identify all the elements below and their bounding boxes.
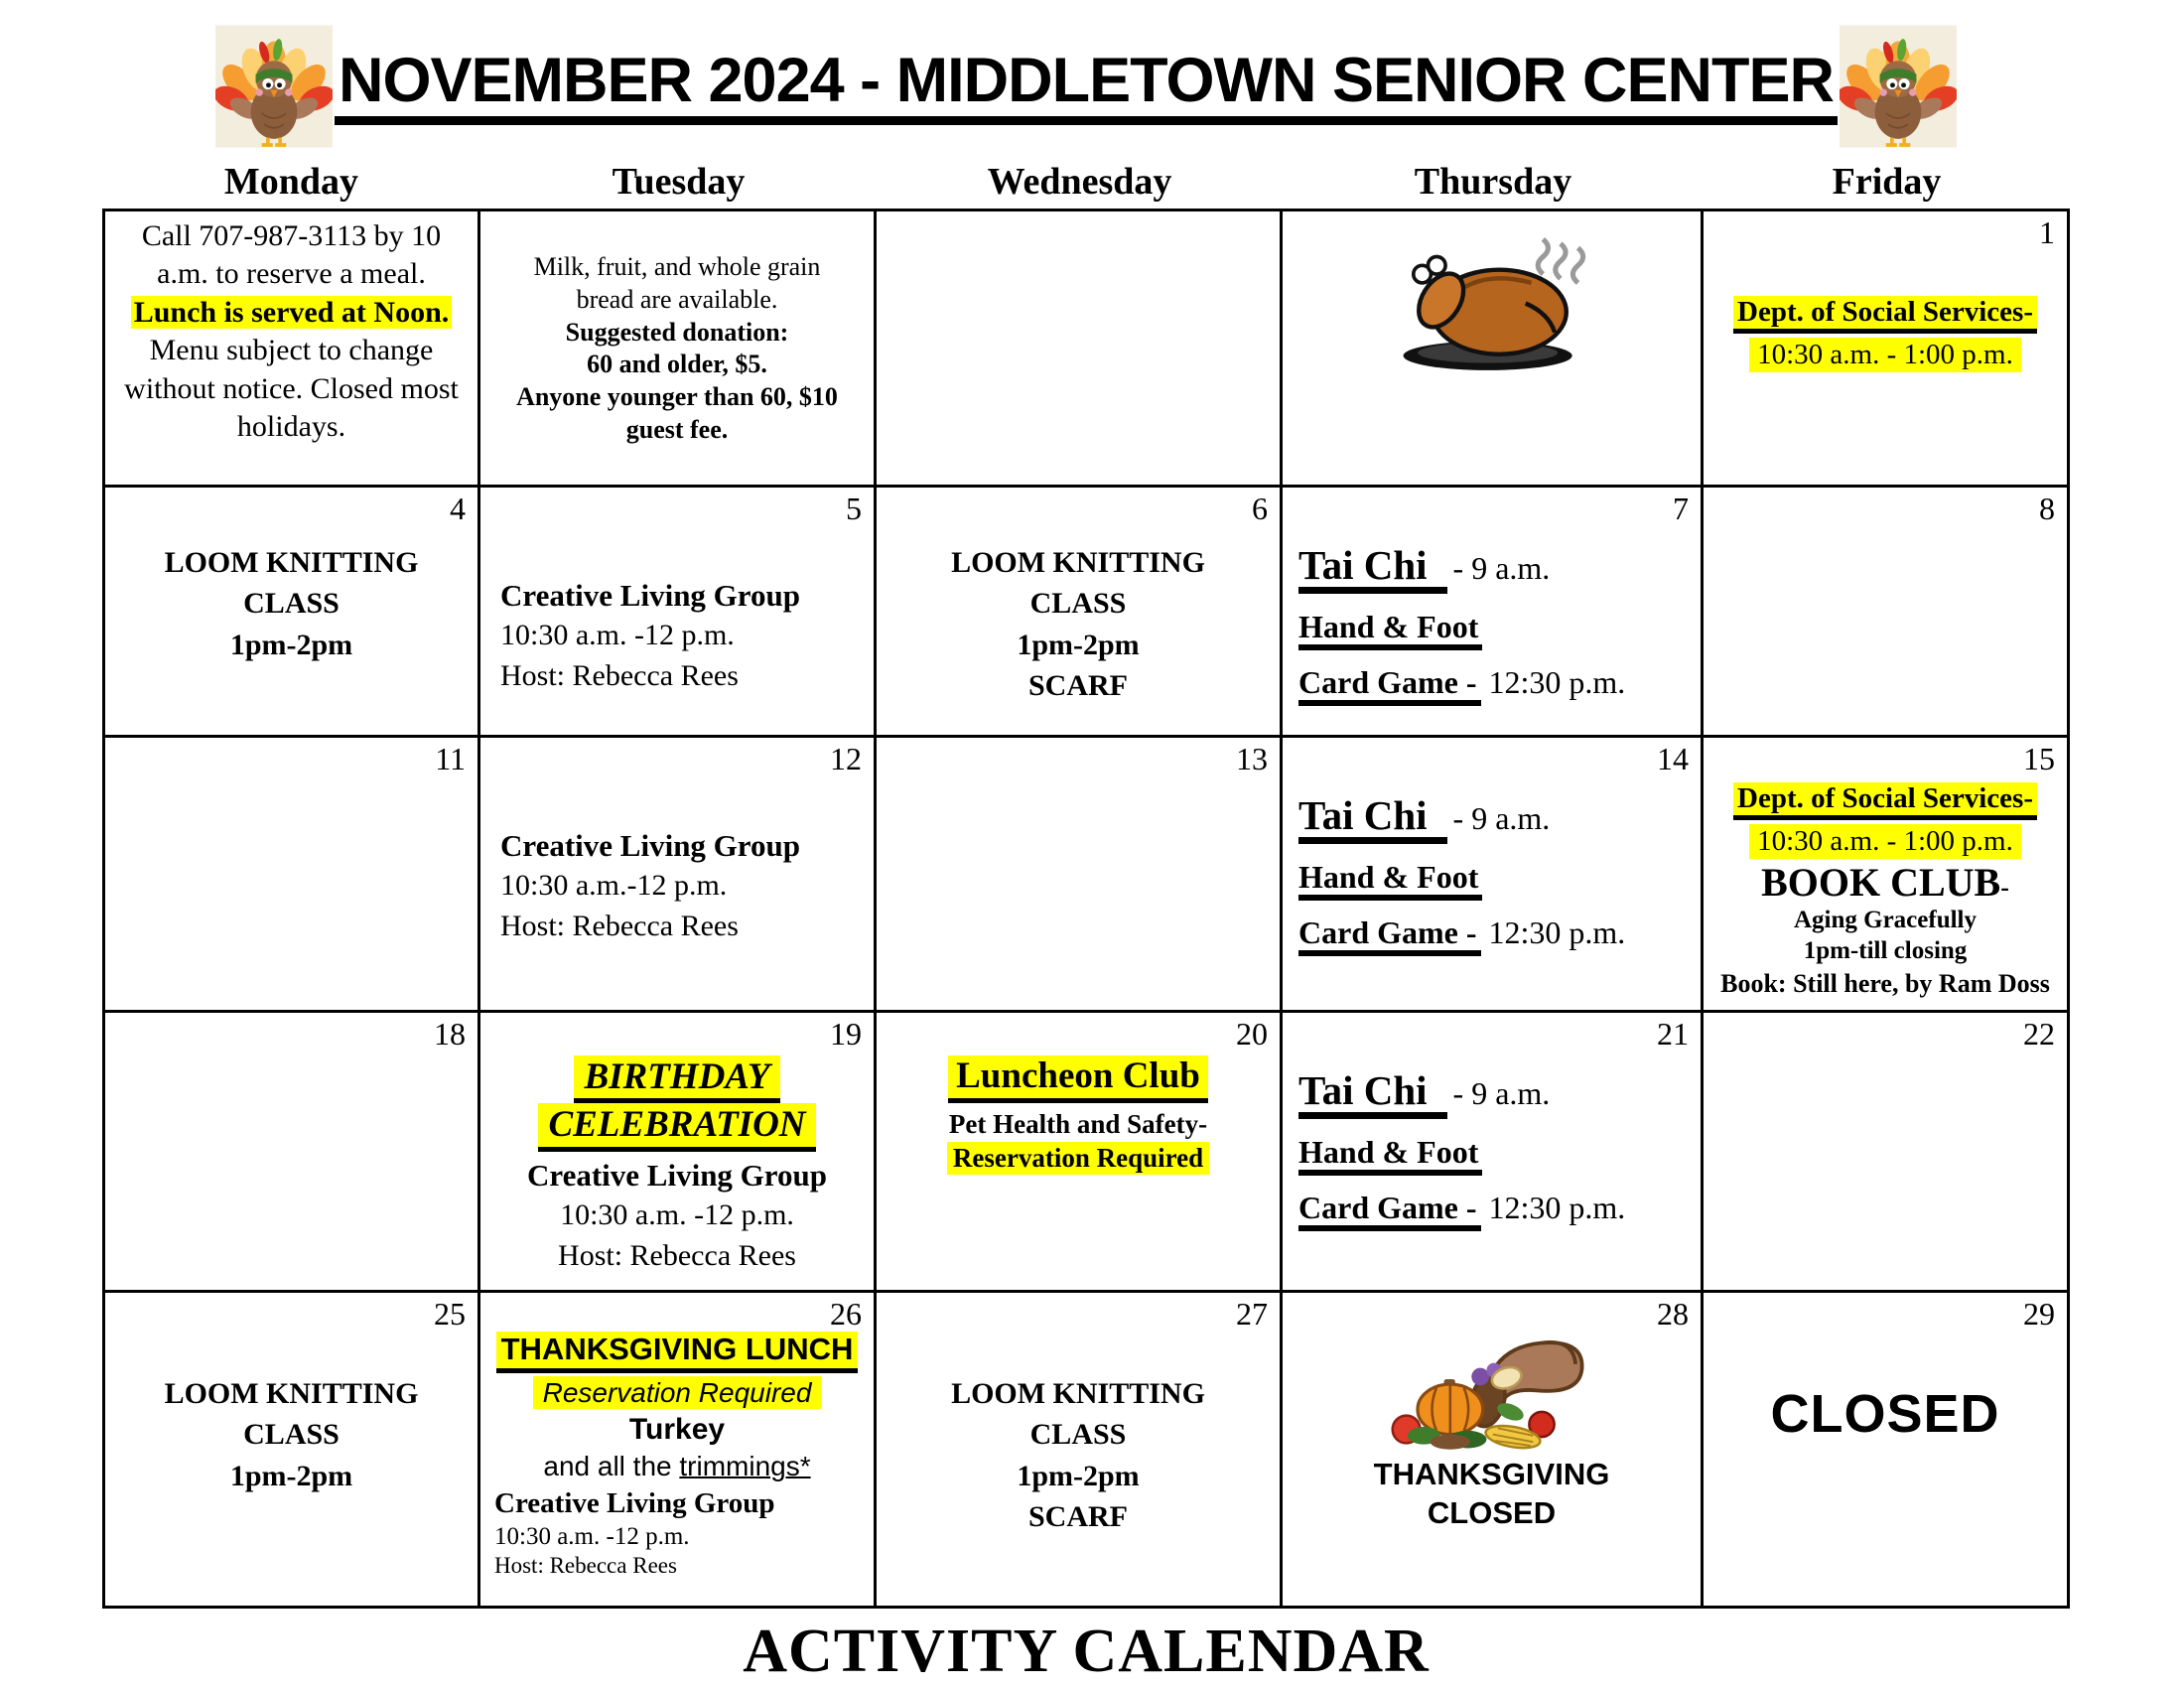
cell-nov-26 [480,1293,877,1606]
turkey-icon [215,25,333,148]
event-title: Hand & Foot [1298,1135,1482,1176]
event-time: 10:30 a.m. -12 p.m. [560,1198,794,1232]
cornucopia-icon [1385,1332,1598,1451]
tai-chi-line [1298,794,1701,844]
title-dash: - [2000,873,2009,903]
creative-living-event [480,576,874,696]
roast-turkey-wrap [1283,211,1701,378]
event-time: 10:30 a.m. - 1:00 p.m. [1749,338,2021,372]
cornucopia-wrap [1283,1332,1701,1533]
book-club-title [1704,861,2067,905]
date-number: 21 [1657,1016,1689,1052]
meal-reservation-note [105,211,478,446]
date-number: 28 [1657,1296,1689,1332]
date-number: 27 [1236,1296,1268,1332]
event-project: SCARF [1027,1500,1128,1534]
card-game-line [1298,914,1701,956]
cell-nov-18 [105,1013,480,1293]
menu-trimmings: trimmings* [679,1450,811,1481]
event-title: Tai Chi [1298,794,1447,844]
cell-nov-25 [105,1293,480,1606]
date-number: 5 [846,491,862,526]
note-menu: Menu subject to change without notice. Closed most holidays. [124,334,459,443]
reservation-note: Reservation Required [533,1376,822,1410]
event-title: Creative Living Group [500,828,800,863]
cell-nov-5 [480,488,877,738]
event-title: THANKSGIVING LUNCH [496,1332,859,1373]
cell-nov-29 [1704,1293,2067,1606]
reservation-note: Reservation Required [947,1142,1209,1176]
calendar-grid [102,209,2070,1609]
banner-line: BIRTHDAY [574,1055,779,1103]
weekday-label-tuesday: Tuesday [612,161,746,203]
cell-nov-19 [480,1013,877,1293]
event-title: Creative Living Group [494,1486,775,1519]
date-number: 25 [434,1296,466,1332]
event-title: Card Game - [1298,1191,1481,1231]
note-donation: Suggested donation: [565,317,789,347]
date-number: 1 [2039,214,2055,250]
date-number: 14 [1657,741,1689,776]
date-number: 18 [434,1016,466,1052]
event-time: - 9 a.m. [1452,550,1551,586]
card-game-line [1298,664,1701,706]
page-title: NOVEMBER 2024 - MIDDLETOWN SENIOR CENTER [335,48,1838,124]
cell-nov-4 [105,488,480,738]
weekday-header-row [102,157,2070,207]
weekday-label-monday: Monday [223,161,359,203]
loom-knitting-event [929,1373,1227,1538]
event-time: 10:30 a.m. -12 p.m. [500,619,735,652]
date-number: 20 [1236,1016,1268,1052]
weekday-label-thursday: Thursday [1414,161,1572,203]
cell-nov-22 [1704,1013,2067,1293]
event-time: 10:30 a.m. -12 p.m. [494,1522,690,1550]
event-title: Creative Living Group [527,1157,827,1193]
menu-item [480,1449,874,1483]
tai-chi-line [1298,544,1701,594]
hand-and-foot-line [1298,610,1701,650]
cell-nov-28 [1283,1293,1704,1606]
event-title: Card Game - [1298,915,1481,956]
event-host: Host: Rebecca Rees [500,658,739,692]
event-title: Hand & Foot [1298,860,1482,901]
date-number: 7 [1673,491,1689,526]
cell-nov-21 [1283,1013,1704,1293]
event-title: Dept. of Social Services- [1733,782,2037,820]
date-number: 13 [1236,741,1268,776]
banner-line: CELEBRATION [538,1103,815,1151]
cell-nov-7 [1283,488,1704,738]
note-call: Call 707-987-3113 by 10 a.m. to reserve a meal. [141,219,442,291]
footer-title: ACTIVITY CALENDAR [743,1618,1430,1685]
book-club-time: 1pm-till closing [1803,937,1968,965]
weekday-label-wednesday: Wednesday [987,161,1172,203]
date-number: 8 [2039,491,2055,526]
cell-nov-20 [877,1013,1283,1293]
event-project: SCARF [1027,669,1128,703]
date-number: 11 [435,741,466,776]
date-number: 22 [2023,1016,2055,1052]
donation-note [480,211,874,447]
event-topic: Pet Health and Safety- [948,1108,1208,1139]
event-time: 12:30 p.m. [1488,664,1626,701]
event-host: Host: Rebecca Rees [500,909,739,942]
event-time: 10:30 a.m.-12 p.m. [500,869,728,903]
event-time: 10:30 a.m. - 1:00 p.m. [1749,824,2021,859]
tai-chi-events [1283,794,1701,956]
creative-living-event [480,1485,874,1581]
luncheon-club-event [877,1055,1280,1175]
event-title: LOOM KNITTING CLASS [951,1377,1205,1452]
tai-chi-events [1283,1069,1701,1231]
note-milk: Milk, fruit, and whole grain bread are available. [533,252,821,314]
thanksgiving-lunch-event [480,1332,874,1483]
menu-item: Turkey [628,1413,726,1447]
hand-and-foot-line [1298,1135,1701,1176]
note-guest-fee: Anyone younger than 60, $10 guest fee. [516,382,838,444]
weekday-label-friday: Friday [1832,161,1942,203]
menu-text: and all the [543,1450,680,1481]
cell-nov-6 [877,488,1283,738]
cell-turkey-art [1283,211,1704,488]
event-title: LOOM KNITTING CLASS [164,1377,419,1452]
roast-turkey-icon [1383,227,1601,373]
turkey-icon [1840,25,1957,148]
thanksgiving-caption [1283,1456,1701,1533]
tai-chi-events [1283,544,1701,706]
event-title: LOOM KNITTING CLASS [164,546,419,621]
event-time: 12:30 p.m. [1488,914,1626,951]
note-lunch [113,294,470,332]
cell-nov-11 [105,738,480,1013]
event-host: Host: Rebecca Rees [558,1238,796,1272]
cell-nov-8 [1704,488,2067,738]
loom-knitting-event [143,1373,441,1496]
loom-knitting-event [929,542,1227,707]
header [102,12,2070,161]
cell-nov-14 [1283,738,1704,1013]
cell-nov-12 [480,738,877,1013]
loom-knitting-event [143,542,441,665]
creative-living-event [480,826,874,946]
event-title: LOOM KNITTING CLASS [951,546,1205,621]
book-club-book: Book: Still here, by Ram Doss [1720,968,2050,998]
cell-donation-info [480,211,877,488]
cell-empty-wednesday [877,211,1283,488]
tai-chi-line [1298,1069,1701,1119]
event-time: 1pm-2pm [229,628,353,661]
caption-line: THANKSGIVING [1373,1457,1610,1491]
lunch-highlight: Lunch is served at Noon. [131,296,453,329]
social-services-event [1704,296,2067,372]
hand-and-foot-line [1298,860,1701,901]
event-title: Tai Chi [1298,1069,1447,1119]
event-title: Creative Living Group [500,578,800,613]
creative-living-event [480,1156,874,1276]
date-number: 4 [450,491,466,526]
event-title: Hand & Foot [1298,610,1482,650]
birthday-banner [480,1055,874,1152]
closed-label: CLOSED [1770,1384,2000,1444]
event-time: 1pm-2pm [229,1459,353,1492]
cell-nov-15 [1704,738,2067,1013]
note-senior-fee: 60 and older, $5. [587,350,767,379]
cell-nov-1 [1704,211,2067,488]
date-number: 12 [830,741,862,776]
event-title: Dept. of Social Services- [1733,296,2037,334]
event-time: - 9 a.m. [1452,1075,1551,1111]
event-title: BOOK CLUB [1761,860,2001,906]
event-title: Tai Chi [1298,544,1447,594]
event-title: Card Game - [1298,665,1481,706]
cell-nov-27 [877,1293,1283,1606]
event-time: - 9 a.m. [1452,800,1551,836]
date-number: 19 [830,1016,862,1052]
book-club-theme: Aging Gracefully [1793,907,1977,934]
event-title: Luncheon Club [948,1055,1208,1103]
date-number: 15 [2023,741,2055,776]
social-services-event [1704,782,2067,859]
card-game-line [1298,1190,1701,1231]
event-time: 12:30 p.m. [1488,1190,1626,1226]
caption-line: CLOSED [1427,1494,1557,1530]
event-time: 1pm-2pm [1017,628,1140,661]
date-number: 26 [830,1296,862,1332]
date-number: 6 [1252,491,1268,526]
cell-meal-info [105,211,480,488]
event-time: 1pm-2pm [1017,1459,1140,1492]
cell-nov-13 [877,738,1283,1013]
date-number: 29 [2023,1296,2055,1332]
event-host: Host: Rebecca Rees [494,1553,677,1579]
